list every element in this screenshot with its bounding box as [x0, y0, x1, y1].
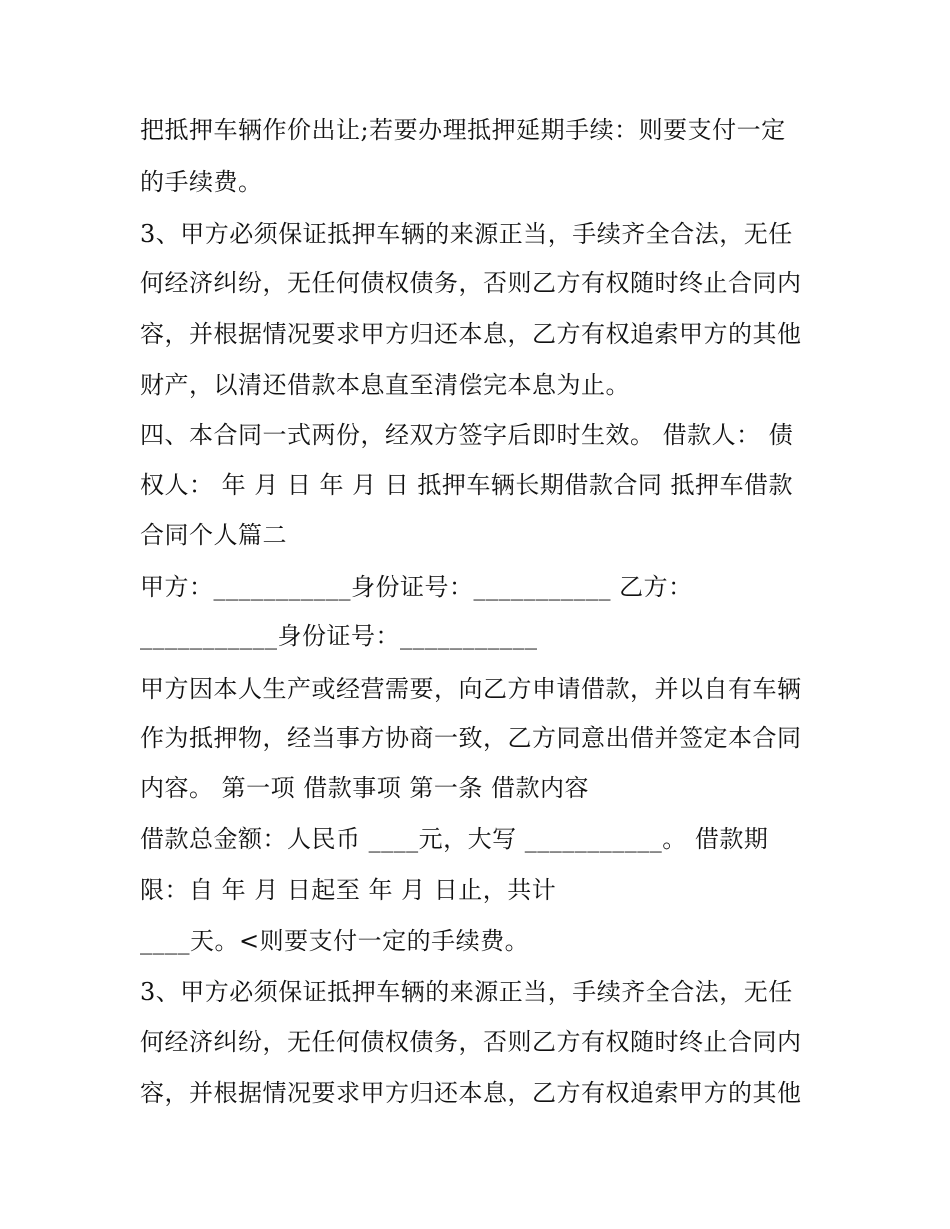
- text-line: 3、甲方必须保证抵押车辆的来源正当，手续齐全合法，无任: [140, 978, 793, 1006]
- text-line: 四、本合同一式两份，经双方签字后即时生效。 借款人： 债: [140, 421, 794, 449]
- text-line: 何经济纠纷，无任何债权债务，否则乙方有权随时终止合同内: [140, 269, 802, 297]
- text-line: 的手续费。: [140, 168, 263, 196]
- text-line: 甲方因本人生产或经营需要，向乙方申请借款，并以自有车辆: [140, 675, 802, 703]
- text-line: 权人： 年 月 日 年 月 日 抵押车辆长期借款合同 抵押车借款: [140, 471, 794, 499]
- text-line: 限：自 年 月 日起至 年 月 日止，共计: [140, 876, 557, 904]
- text-line: 借款总金额：人民币 ____元，大写 ___________。 借款期: [140, 825, 769, 853]
- text-line: 甲方：___________身份证号：___________ 乙方：: [140, 573, 693, 601]
- text-line: ___________身份证号：___________: [140, 622, 538, 650]
- text-line: 合同个人篇二: [140, 521, 287, 549]
- text-line: 把抵押车辆作价出让;若要办理抵押延期手续：则要支付一定: [140, 116, 786, 144]
- text-line: 作为抵押物，经当事方协商一致，乙方同意出借并签定本合同: [140, 724, 802, 752]
- text-line: ____天。<则要支付一定的手续费。: [140, 927, 530, 955]
- text-line: 容，并根据情况要求甲方归还本息，乙方有权追索甲方的其他: [140, 1079, 802, 1107]
- text-line: 容，并根据情况要求甲方归还本息，乙方有权追索甲方的其他: [140, 320, 802, 348]
- text-line: 何经济纠纷，无任何债权债务，否则乙方有权随时终止合同内: [140, 1028, 802, 1056]
- text-line: 3、甲方必须保证抵押车辆的来源正当，手续齐全合法，无任: [140, 220, 793, 248]
- text-line: 内容。 第一项 借款事项 第一条 借款内容: [140, 774, 590, 802]
- text-line: 财产，以清还借款本息直至清偿完本息为止。: [140, 371, 630, 399]
